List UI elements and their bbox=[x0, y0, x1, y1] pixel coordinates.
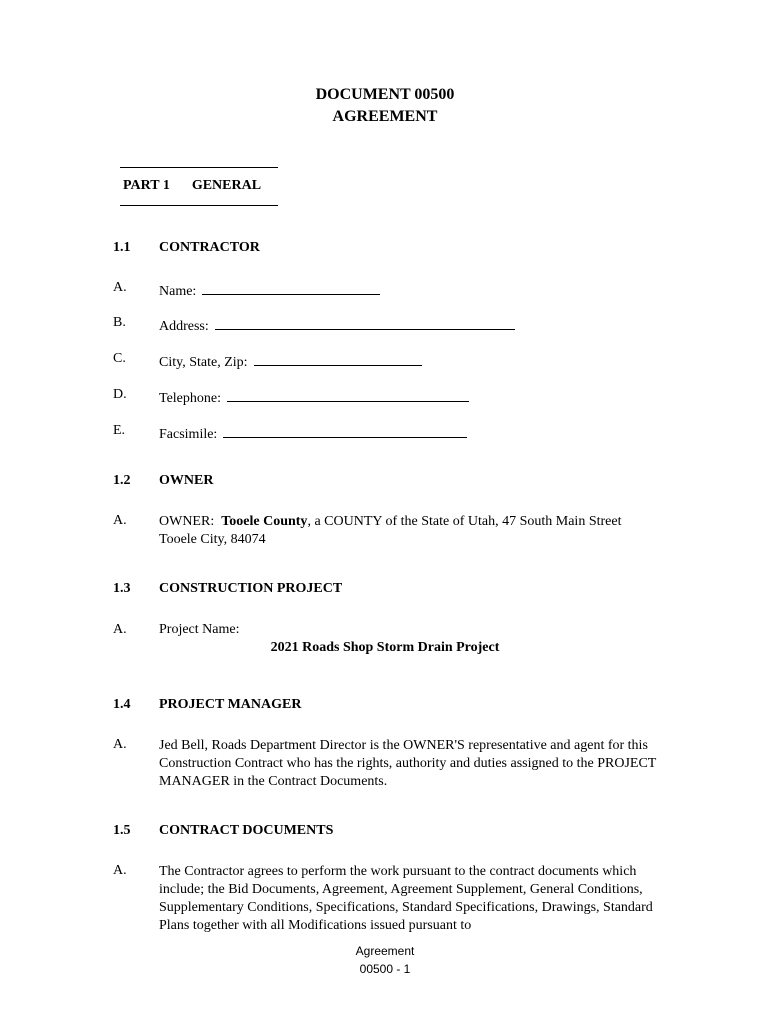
field-label: Name: bbox=[159, 284, 197, 299]
contractor-address-field[interactable] bbox=[159, 315, 515, 335]
document-title: AGREEMENT bbox=[332, 108, 438, 125]
section-title-contractor: CONTRACTOR bbox=[159, 240, 260, 255]
field-label: City, State, Zip: bbox=[159, 355, 248, 370]
field-label: Address: bbox=[159, 319, 209, 334]
contractor-item-letter: B. bbox=[113, 315, 126, 330]
footer-doc-name: Agreement bbox=[355, 944, 415, 958]
owner-prefix: OWNER: bbox=[159, 514, 215, 529]
section-title-manager: PROJECT MANAGER bbox=[159, 697, 302, 712]
field-label: Facsimile: bbox=[159, 427, 218, 442]
documents-paragraph: The Contractor agrees to perform the work pursuant to the contract documents which include; the Bid Documents, Agreement, Agreement Supplement, General Conditions, Supplementary Conditions, Specifications, Standard Specifications, Drawings, Standard Plans together with all Modifications issued pursuant to bbox=[159, 864, 653, 933]
project-name: 2021 Roads Shop Storm Drain Project bbox=[270, 640, 500, 655]
contractor-item-letter: C. bbox=[113, 351, 126, 366]
project-item-letter: A. bbox=[113, 622, 127, 637]
section-title-documents: CONTRACT DOCUMENTS bbox=[159, 823, 334, 838]
section-title-project: CONSTRUCTION PROJECT bbox=[159, 581, 343, 596]
section-number-project: 1.3 bbox=[113, 581, 131, 596]
part-title: GENERAL bbox=[191, 178, 262, 193]
owner-item-letter: A. bbox=[113, 513, 127, 528]
manager-paragraph: Jed Bell, Roads Department Director is the OWNER'S representative and agent for this Construction Contract who has the rights, authority and duties assigned to the PROJECT MANAGER in the Contract Documents. bbox=[159, 738, 657, 789]
telephone-blank-line[interactable] bbox=[227, 387, 469, 402]
field-label: Telephone: bbox=[159, 391, 221, 406]
section-number-owner: 1.2 bbox=[113, 473, 131, 488]
contractor-item-letter: E. bbox=[113, 423, 126, 438]
part-heading bbox=[123, 178, 261, 194]
contractor-telephone-field[interactable] bbox=[159, 387, 469, 407]
contractor-city-state-zip-field[interactable] bbox=[159, 351, 422, 371]
section-number-manager: 1.4 bbox=[113, 697, 131, 712]
owner-paragraph bbox=[159, 513, 634, 549]
city-state-zip-blank-line[interactable] bbox=[254, 351, 422, 366]
section-number-contractor: 1.1 bbox=[113, 240, 131, 255]
manager-item-letter: A. bbox=[113, 737, 127, 752]
project-name-label: Project Name: bbox=[159, 622, 240, 637]
part-heading-box bbox=[120, 167, 278, 206]
owner-name: Tooele County bbox=[221, 514, 308, 529]
footer-page-number: 00500 - 1 bbox=[359, 962, 411, 976]
section-title-owner: OWNER bbox=[159, 473, 214, 488]
contractor-name-field[interactable] bbox=[159, 280, 380, 300]
document-number: DOCUMENT 00500 bbox=[315, 86, 455, 103]
contractor-item-letter: D. bbox=[113, 387, 127, 402]
owner-description: , a COUNTY of the State of Utah, 47 South Main Street Tooele City, 84074 bbox=[159, 514, 622, 547]
documents-item-letter: A. bbox=[113, 863, 127, 878]
contractor-facsimile-field[interactable] bbox=[159, 423, 467, 443]
contractor-item-letter: A. bbox=[113, 280, 127, 295]
section-number-documents: 1.5 bbox=[113, 823, 131, 838]
facsimile-blank-line[interactable] bbox=[223, 423, 467, 438]
part-number: PART 1 bbox=[123, 178, 170, 193]
name-blank-line[interactable] bbox=[202, 280, 380, 295]
address-blank-line[interactable] bbox=[215, 315, 515, 330]
